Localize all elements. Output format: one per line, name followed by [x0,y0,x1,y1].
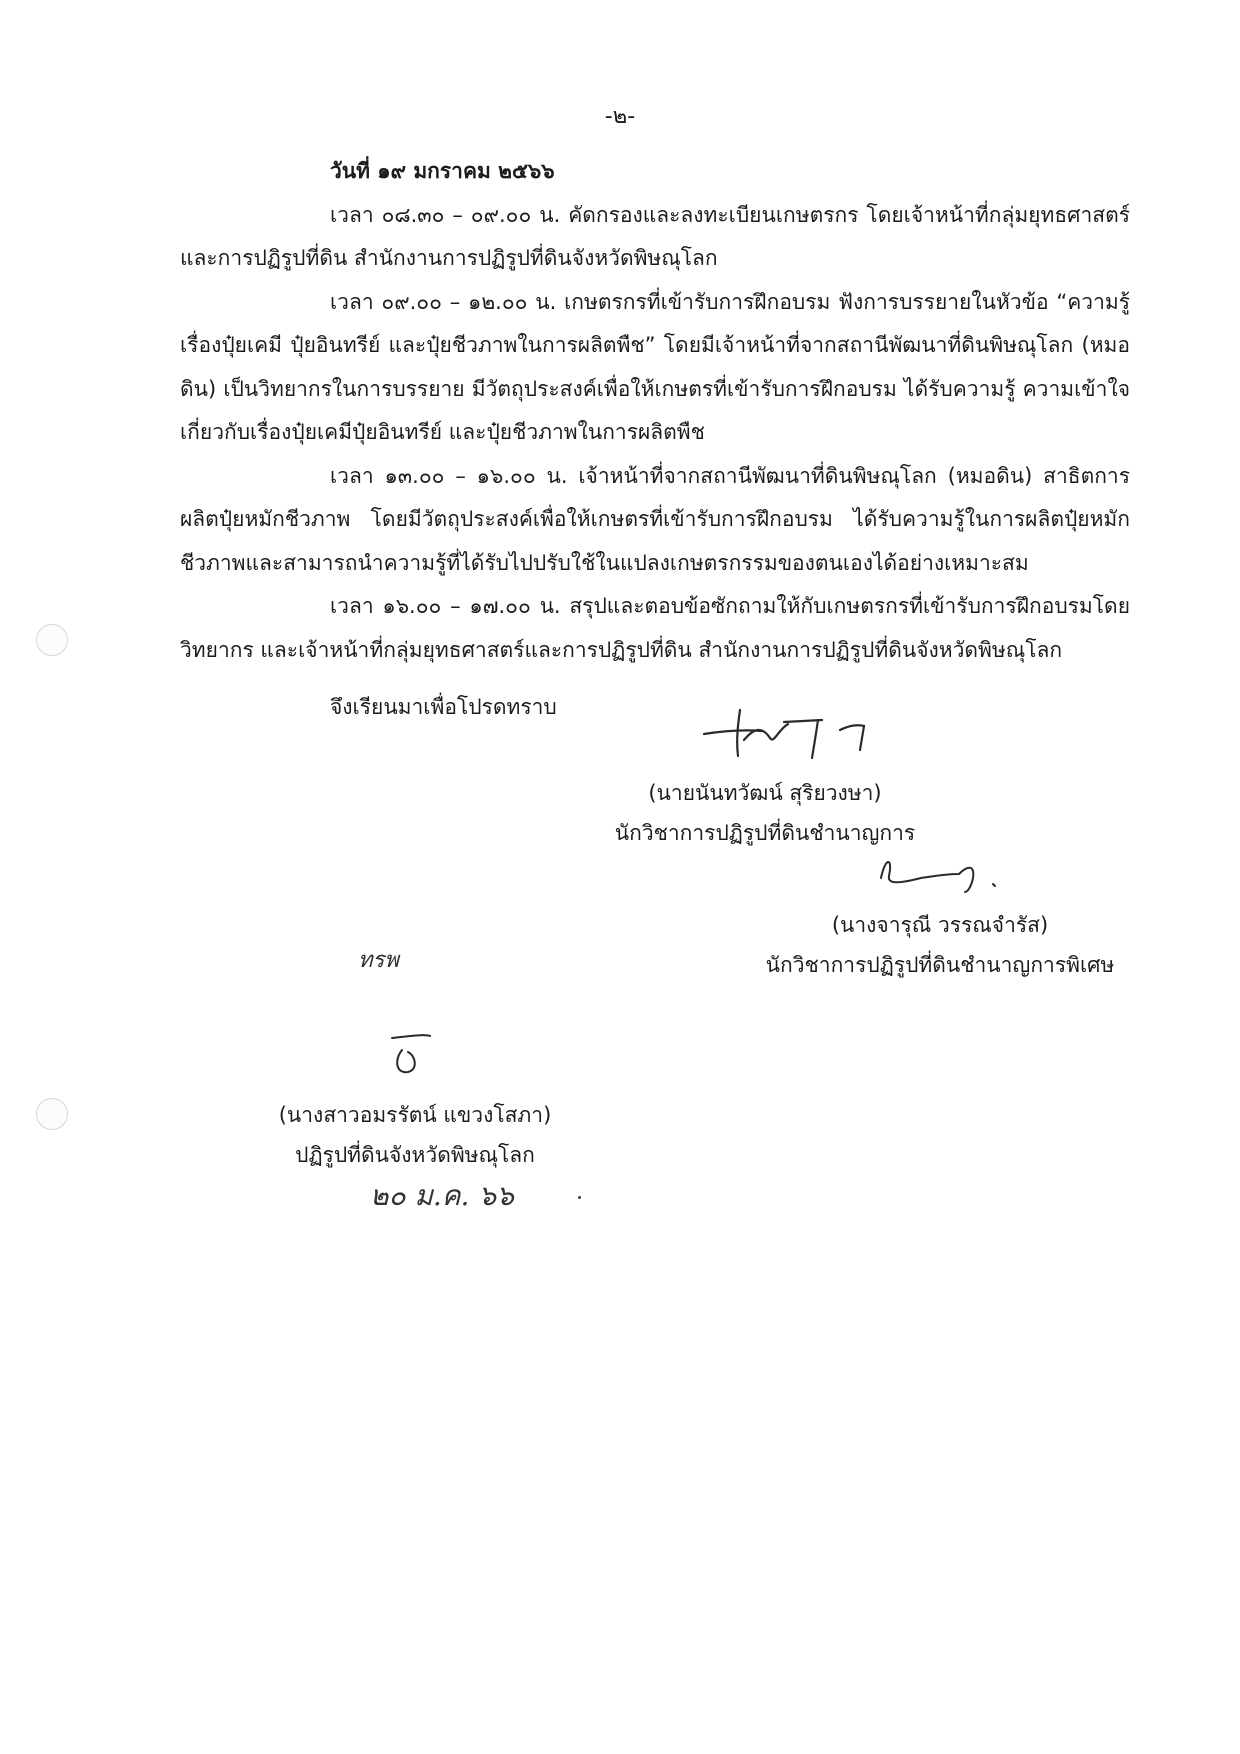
signer-position-1: นักวิชาการปฏิรูปที่ดินชำนาญการ [614,821,916,845]
document-body [180,150,1130,730]
signature-block-2 [740,905,1140,985]
signer-position-2: นักวิชาการปฏิรูปที่ดินชำนาญการพิเศษ [765,953,1115,977]
signer-position-3: ปฏิรูปที่ดินจังหวัดพิษณุโลก [295,1143,535,1167]
schedule-paragraph-1: เวลา ๐๘.๓๐ – ๐๙.๐๐ น. คัดกรองและลงทะเบียนเกษตรกร โดยเจ้าหน้าที่กลุ่มยุทธศาสตร์และการปฏิรูปที่ดิน สำนักงานการปฏิรูปที่ดินจังหวัดพิษณุโลก [180,202,1130,270]
page-number: -๒- [604,104,636,129]
closing-line: จึงเรียนมาเพื่อโปรดทราบ [330,695,557,719]
date-heading: วันที่ ๑๙ มกราคม ๒๕๖๖ [330,159,555,183]
signer-name-2: (นางจารุณี วรรณจำรัส) [831,913,1049,937]
signature-mark-1 [700,700,870,760]
signer-name-3: (นางสาวอมรรัตน์ แขวงโสภา) [278,1103,552,1127]
signer-name-1: (นายนันทวัฒน์ สุริยวงษา) [648,781,882,805]
signature-block-3 [250,1095,580,1175]
schedule-paragraph-4: เวลา ๑๖.๐๐ – ๑๗.๐๐ น. สรุปและตอบข้อซักถามให้กับเกษตรกรที่เข้ารับการฝึกอบรมโดยวิทยากร และเจ้าหน้าที่กลุ่มยุทธศาสตร์และการปฏิรูปที่ดิน สำนักงานการปฏิรูปที่ดินจังหวัดพิษณุโลก [180,594,1130,662]
handwritten-note: ทรพ [358,948,399,973]
schedule-paragraph-2: เวลา ๐๙.๐๐ – ๑๒.๐๐ น. เกษตรกรที่เข้ารับการฝึกอบรม ฟังการบรรยายในหัวข้อ “ความรู้เรื่องปุ๋ยเคมี ปุ๋ยอินทรีย์ และปุ๋ยชีวภาพในการผลิตพืช” โดยมีเจ้าหน้าที่จากสถานีพัฒนาที่ดินพิษณุโลก (หมอดิน) เป็นวิทยากรในการบรรยาย มีวัตถุประสงค์เพื่อให้เกษตรที่เข้ารับการฝึกอบรม ได้รับความรู้ ความเข้าใจ เกี่ยวกับเรื่องปุ๋ยเคมีปุ๋ยอินทรีย์ และปุ๋ยชีวภาพในการผลิตพืช [180,289,1130,444]
signature-block-1 [600,773,930,853]
signature-mark-2 [875,848,1015,896]
signature-mark-3 [380,1030,440,1078]
hole-punch-icon-1 [36,624,68,656]
stray-mark [578,1196,581,1199]
schedule-paragraph-3: เวลา ๑๓.๐๐ – ๑๖.๐๐ น. เจ้าหน้าที่จากสถานีพัฒนาที่ดินพิษณุโลก (หมอดิน) สาธิตการผลิตปุ๋ยหมักชีวภาพ โดยมีวัตถุประสงค์เพื่อให้เกษตรที่เข้ารับการฝึกอบรม ได้รับความรู้ในการผลิตปุ๋ยหมักชีวภาพและสามารถนำความรู้ที่ได้รับไปปรับใช้ในแปลงเกษตรกรรมของตนเองได้อย่างเหมาะสม [180,463,1130,575]
hole-punch-icon-2 [36,1098,68,1130]
handwritten-date: ๒๐ ม.ค. ๖๖ [370,1179,514,1212]
